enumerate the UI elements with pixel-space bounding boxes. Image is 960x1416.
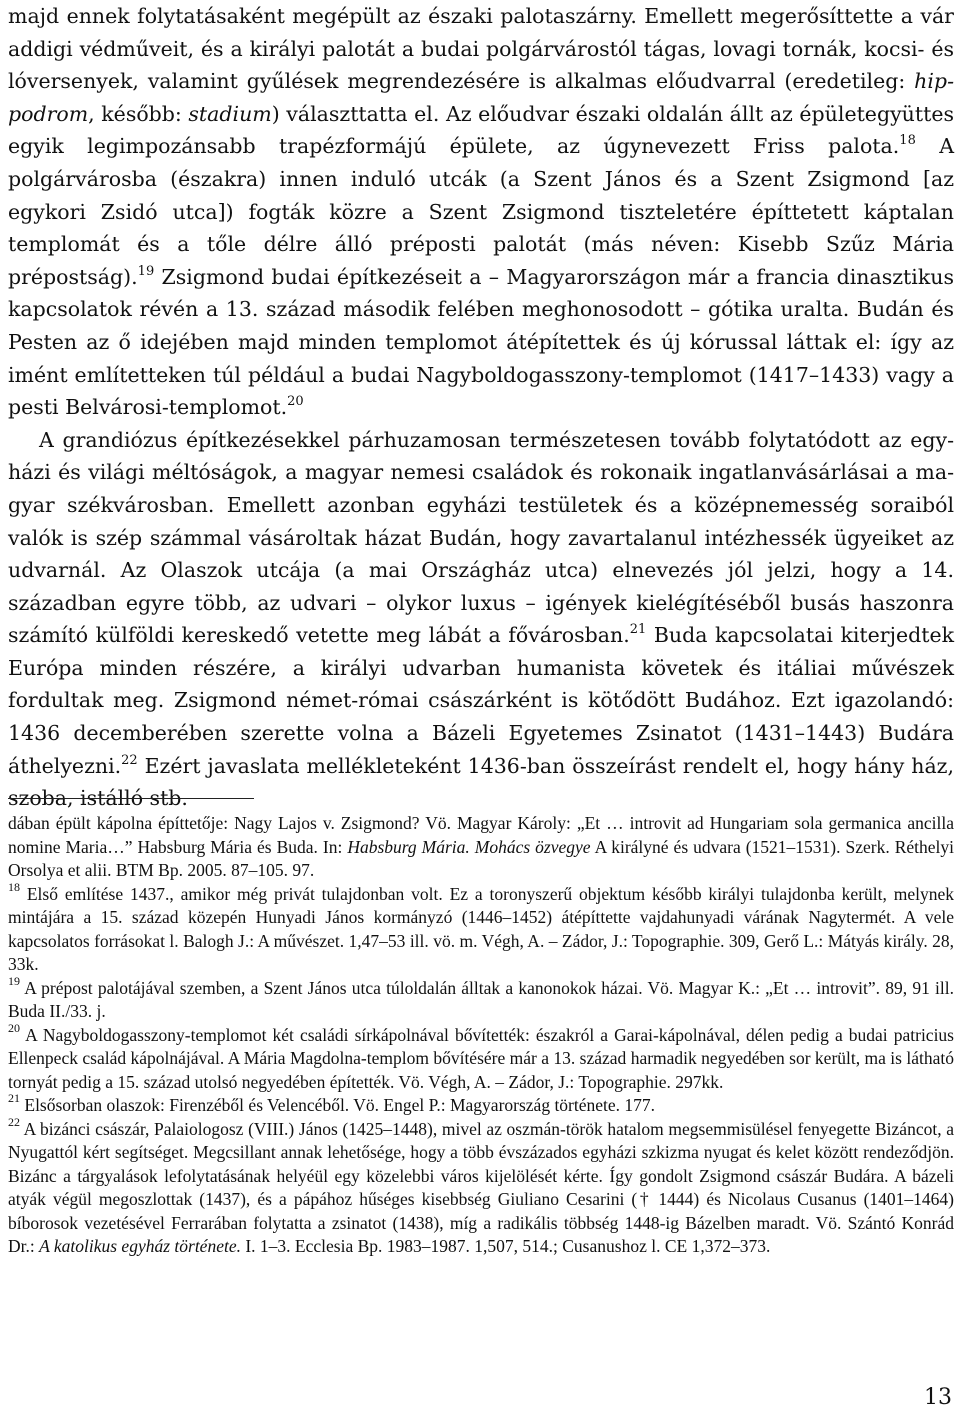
footnote-ref-18: 18 [899, 133, 916, 149]
text-run: A polgárvárosba (északra) innen induló utcák (a Szent János és a Szent Zsigmond [az egykori Zsidó utca]) fogták közre a Szent Zsigmond tiszteletére építtetett káptalan templomát és a tőle délre álló préposti palotát (más néven: Kisebb Szűz Mária prépostság). [8, 134, 955, 289]
footnote-continuation [8, 812, 954, 883]
text-run: A királyné és udvara (1521–1531). Szerk. Réthelyi Orsolya et alii. BTM Bp. 2005. 87–105. 97. [8, 836, 954, 880]
text-run: majd ennek folytatásaként megépült az északi palotaszárny. Emellett megerősíttette a vár addigi védműveit, és a királyi palotát a budai polgárvárostól tágas, lovagi tornák, kocsi- és lóversenyek, valamint gyűlések megrendezésére is alkalmas előudvarral (eredetileg: [8, 4, 954, 94]
footnote-number: 21 [8, 1091, 20, 1105]
text-run: A grandiózus építkezésekkel párhuzamosan természetesen tovább folytatódott az egyházi és világi méltóságok, a magyar nemesi családok és rokonaik ingatlanvásárlásai a magyar székvárosban. Emellett azonban egyházi testületek és a középnemesség soraiból valók is szép számmal vásároltak házat Budán, hogy zavartalanul intézhessék ügyeiket az udvarnál. Az Olaszok utcája (a mai Országház utca) elnevezés jól jelzi, hogy a 14. században egyre több, az udvari – olykor luxus – igények kielégítéséből busás haszonra számító külföldi kereskedő vetette meg lábát a fővárosban. [8, 427, 954, 648]
italic-term: hippodrom [8, 69, 954, 126]
text-run: , később: [88, 101, 189, 126]
italic-term: stadium [188, 101, 272, 126]
footnote-text: Elsősorban olaszok: Firenzéből és Velencéből. Vö. Engel P.: Magyarország története. 177. [20, 1095, 656, 1115]
footnote-19 [8, 973, 954, 1024]
text-run: Zsigmond budai építkezéseit a – Magyarországon már a francia dinasztikus kapcsolatok révén a 13. század második felében meghonosodott – gótika uralta. Budán és Pesten az ő idejében majd minden templomot átépítettek és új kórussal láttak el: így az imént említetteken túl például a budai Nagyboldogasszony-templomot (1417–1433) vagy a pesti Belvárosi-templomot. [8, 264, 954, 420]
italic-title: Habsburg Mária. Mohács özvegye [347, 836, 591, 857]
footnote-separator [8, 798, 254, 799]
footnote-text: A bizánci császár, Palaiologosz (VIII.) János (1425–1448), mivel az oszmán-török hatalom megsemmisülésel fenyegette Bizáncot, a Nyugattól kért segítséget. Megcsillant annak lehetősége, hogy a több évszázados egyházi szkizma nyugat és kelet között rendeződjön. Bizánc a tárgyalások lefolytatásának helyéül egy közelebbi város kijelölését kérte. Így gondolt Zsigmond császár Budára. A bázeli atyák végül megoszlottak (1437), és a pápához hűséges kisebbség Giuliano Cesarini († 1444) és Nicolaus Cusanus (1401–1464) bíborosok vezetésével Ferrarában folytatta a zsinatot (1438), míg a radikális többség 1448-ig Bázelben maradt. Vö. Szántó Konrád Dr.: [8, 1118, 954, 1256]
italic-title: A katolikus egyház története. [39, 1236, 241, 1256]
footnote-ref-19: 19 [137, 263, 155, 279]
footnote-20 [8, 1020, 954, 1095]
text-run: Buda kapcsolatai kiterjedtek Európa minden részére, a királyi udvarban humanista követek és itáliai művészek fordultak meg. Zsigmond német-római császárként is kötődött Budához. Ezt igazolandó: 1436 decemberében szerette volna a Bázeli Egyetemes Zsinatot (1431–1443) Budára áthelyezni. [8, 623, 955, 778]
footnote-ref-22: 22 [121, 752, 138, 768]
footnote-number: 20 [8, 1020, 20, 1035]
body-paragraph-1 [8, 0, 954, 424]
footnote-number: 19 [8, 973, 20, 988]
text-run: dában épült kápolna építtetője: Nagy Lajos v. Zsigmond? Vö. Magyar Károly: „Et … introvit ad Hungariam sola germanica ancilla nomine Maria…” Habsburg Mária és Buda. In: [8, 813, 954, 857]
footnote-22 [8, 1114, 954, 1259]
text-run: ) választtatta el. Az előudvar északi oldalán állt az épületegyüttes egyik legimpozánsabb trapézformájú épülete, az úgynevezett Friss palota. [8, 101, 954, 159]
footnote-21 [8, 1091, 954, 1118]
footnote-text: A prépost palotájával szemben, a Szent János utca túloldalán álltak a kanonokok házai. Vö. Magyar K.: „Et … introvit”. 89, 91 ill. Buda II./33. j. [8, 977, 954, 1021]
footnote-number: 22 [8, 1114, 20, 1129]
footnote-number: 18 [8, 879, 20, 894]
footnotes [8, 812, 954, 1259]
footnote-text: A Nagyboldogasszony-templomot két családi sírkápolnával bővítették: északról a Garai-kápolnával, délen pedig a budai patricius Ellenpeck család kápolnájával. A Mária Magdolna-templom bővítésére már a 13. század harmadik negyedében sor került, ma is látható tornyát pedig a 15. század utolsó negyedében építették. Vö. Végh, A. – Zádor, J.: Topographie. 297kk. [8, 1024, 954, 1092]
footnote-18 [8, 879, 954, 977]
footnote-text: I. 1–3. Ecclesia Bp. 1983–1987. 1,507, 514.; Cusanushoz l. CE 1,372–373. [240, 1236, 771, 1256]
footnote-ref-20: 20 [287, 394, 304, 410]
footnote-text: Első említése 1437., amikor még privát tulajdonban volt. Ez a toronyszerű objektum később királyi tulajdonba került, melynek mintájára a 15. század közepén Hunyadi János kormányzó (1446–1452) átépíttette vajdahunyadi várának Nagytermét. A vele kapcsolatos forrásokat l. Balogh J.: A művészet. 1,47–53 ill. vö. m. Végh, A. – Zádor, J.: Topographie. 309, Gerő L.: Mátyás király. 28, 33k. [8, 883, 954, 974]
page-number: 13 [924, 1385, 952, 1410]
document-page [8, 0, 954, 1416]
main-text [8, 0, 954, 815]
text-run: Ezért javaslata mellékleteként 1436-ban összeírást rendelt el, hogy hány ház, szoba, istálló stb. [8, 753, 954, 811]
footnote-ref-21: 21 [629, 622, 647, 638]
body-paragraph-2 [8, 424, 954, 815]
